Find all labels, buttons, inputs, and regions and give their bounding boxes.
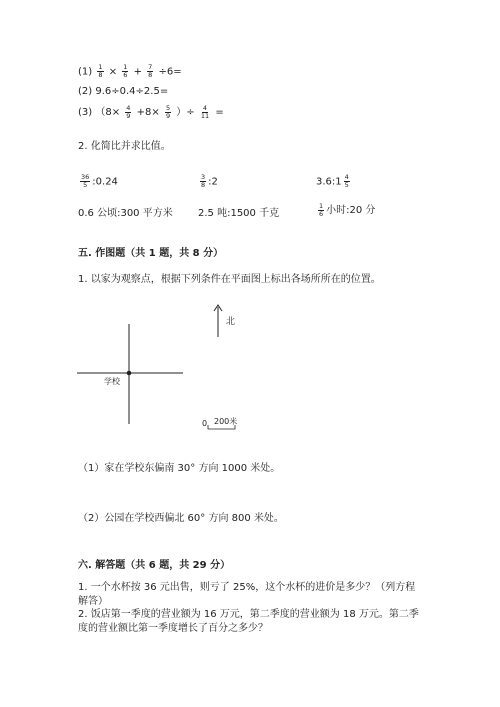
ratio-3: 3.6:1 $\frac{4}{5}$ [316, 173, 349, 189]
ratio-5: 2.5 吨:1500 千克 [198, 208, 280, 219]
fraction: $\frac{4}{11}$ [200, 103, 210, 120]
ratio-6: $\frac{1}{6}$ 小时:20 分 [319, 201, 376, 218]
fraction: $\frac{1}{6}$ [123, 63, 128, 79]
calc-line-1: (1) $\frac{1}{8}$ × $\frac{1}{6}$ + $\frac{7}{8}$ ÷6= [78, 63, 182, 79]
section-6-title: 六. 解答题（共 6 题，共 29 分） [78, 560, 231, 571]
section-5-question-1: 1. 以家为观察点，根据下列条件在平面图上标出各场所所在的位置。 [78, 274, 381, 285]
ratio-4: 0.6 公顷:300 平方米 [78, 208, 173, 219]
section-6-question-2: 2. 饭店第一季度的营业额为 16 万元，第二季度的营业额为 18 万元。第二季度的营业额比第一季度增长了百分之多少？ [78, 609, 419, 634]
school-label: 学校 [104, 377, 120, 386]
fraction: $\frac{1}{6}$ [319, 201, 324, 218]
school-point [127, 371, 132, 376]
condition-2: （2）公园在学校西偏北 60° 方向 800 米处。 [78, 513, 284, 524]
fraction: $\frac{3}{8}$ [201, 173, 206, 189]
ratio-1: $\frac{36}{5}$ :0.24 [81, 173, 118, 189]
calc-line-2: (2) 9.6÷0.4÷2.5= [78, 86, 169, 97]
scale-label: 200米 [214, 417, 238, 426]
calc-line-3: (3) （8× $\frac{4}{9}$ +8× $\frac{5}{9}$ ）÷ $\frac{4}{11}$ = [78, 103, 224, 120]
ratio-2: $\frac{3}{8}$ :2 [201, 173, 218, 189]
fraction: $\frac{1}{8}$ [98, 63, 103, 79]
fraction: $\frac{4}{5}$ [344, 173, 349, 189]
question-2-title: 2. 化简比并求比值。 [78, 141, 171, 152]
scale-zero: 0 [202, 419, 208, 428]
fraction: $\frac{36}{5}$ [81, 173, 90, 189]
section-6-question-1: 1. 一个水杯按 36 元出售，则亏了 25%，这个水杯的进价是多少？（列方程解答） [78, 582, 416, 607]
section-5-title: 五. 作图题（共 1 题，共 8 分） [78, 248, 224, 259]
north-label: 北 [226, 317, 236, 327]
fraction: $\frac{5}{9}$ [165, 103, 171, 120]
fraction: $\frac{4}{9}$ [126, 103, 131, 120]
condition-1: （1）家在学校东偏南 30° 方向 1000 米处。 [78, 463, 281, 474]
fraction: $\frac{7}{8}$ [148, 63, 153, 79]
